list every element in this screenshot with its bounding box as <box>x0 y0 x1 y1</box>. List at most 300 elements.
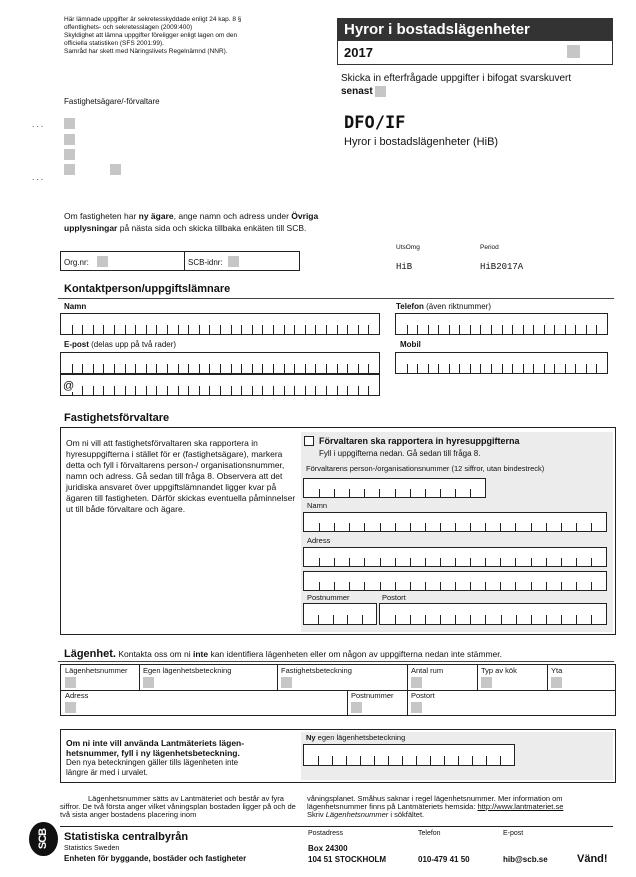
comb-tick <box>220 325 221 334</box>
comb-tick <box>407 325 408 334</box>
yta-value <box>551 677 562 688</box>
manager-checkbox[interactable] <box>304 436 314 446</box>
postort-value <box>411 702 422 713</box>
comb-tick <box>470 582 471 590</box>
adress-value <box>65 702 76 713</box>
comb-tick <box>515 558 516 566</box>
col-fastighetsbeteckning: Fastighetsbeteckning <box>281 666 352 675</box>
comb-tick <box>199 386 200 395</box>
col-postnummer: Postnummer <box>351 691 394 700</box>
comb-tick <box>349 582 350 590</box>
comb-tick <box>416 756 417 765</box>
manager-name-label: Namn <box>307 501 328 510</box>
survey-name: Hyror i bostadslägenheter (HiB) <box>344 136 499 148</box>
comb-tick <box>125 386 126 395</box>
comb-tick <box>178 386 179 395</box>
comb-tick <box>319 489 320 497</box>
manager-postort-input[interactable] <box>379 603 607 625</box>
comb-tick <box>576 523 577 531</box>
comb-tick <box>425 489 426 497</box>
comb-tick <box>82 325 83 334</box>
contact-email-input-2[interactable] <box>60 374 380 396</box>
col-antal-rum: Antal rum <box>411 666 444 675</box>
manager-address-input-1[interactable] <box>303 547 607 567</box>
comb-tick <box>241 364 242 373</box>
comb-tick <box>455 523 456 531</box>
comb-tick <box>575 364 576 373</box>
manager-name-input[interactable] <box>303 512 607 532</box>
comb-tick <box>533 364 534 373</box>
utsomg-value: HiB <box>396 262 413 272</box>
comb-tick <box>425 615 426 624</box>
comb-tick <box>262 364 263 373</box>
comb-tick <box>485 615 486 624</box>
comb-tick <box>347 386 348 395</box>
comb-tick <box>252 386 253 395</box>
comb-tick <box>515 582 516 590</box>
comb-tick <box>334 489 335 497</box>
ownership-note: Om fastigheten har ny ägare, ange namn och adress under Övriga upplysningar på nästa sida och skicka tillbaka enkäten till SCB. <box>64 211 319 233</box>
comb-tick <box>407 364 408 373</box>
ny-beteckning-input[interactable] <box>303 744 515 766</box>
comb-tick <box>188 325 189 334</box>
comb-tick <box>380 558 381 566</box>
manager-postort-label: Postort <box>382 593 406 602</box>
antal-rum-value <box>411 677 422 688</box>
comb-tick <box>135 325 136 334</box>
footer-rule <box>60 826 613 827</box>
comb-tick <box>500 756 501 765</box>
year-field[interactable] <box>567 45 580 58</box>
comb-tick <box>591 582 592 590</box>
apartment-header: Lägenhet. Kontakta oss om ni inte kan identifiera lägenheten eller om någon av uppgifterna nedan inte stämmer. <box>64 648 503 660</box>
comb-tick <box>546 523 547 531</box>
comb-tick <box>586 364 587 373</box>
comb-tick <box>591 523 592 531</box>
comb-tick <box>241 386 242 395</box>
scb-logo: SCB <box>29 822 58 856</box>
comb-tick <box>395 615 396 624</box>
comb-tick <box>417 364 418 373</box>
comb-tick <box>554 364 555 373</box>
comb-tick <box>319 523 320 531</box>
comb-tick <box>430 756 431 765</box>
comb-tick <box>561 582 562 590</box>
comb-tick <box>294 364 295 373</box>
apartment-table <box>60 664 616 716</box>
comb-tick <box>395 558 396 566</box>
contact-name-label: Namn <box>64 302 87 311</box>
col-postort: Postort <box>411 691 435 700</box>
comb-tick <box>146 364 147 373</box>
comb-tick <box>349 489 350 497</box>
comb-tick <box>516 615 517 624</box>
comb-tick <box>425 582 426 590</box>
comb-tick <box>380 523 381 531</box>
id-box: Org.nr: SCB-idnr: <box>60 251 300 271</box>
comb-tick <box>188 386 189 395</box>
comb-tick <box>470 489 471 497</box>
comb-tick <box>428 364 429 373</box>
comb-tick <box>231 364 232 373</box>
comb-tick <box>231 325 232 334</box>
apartment-line <box>58 661 614 662</box>
comb-tick <box>319 558 320 566</box>
comb-tick <box>114 386 115 395</box>
comb-tick <box>72 364 73 373</box>
comb-tick <box>438 325 439 334</box>
comb-tick <box>576 582 577 590</box>
comb-tick <box>500 523 501 531</box>
comb-tick <box>485 523 486 531</box>
comb-tick <box>93 325 94 334</box>
comb-tick <box>364 582 365 590</box>
comb-tick <box>199 364 200 373</box>
comb-tick <box>156 325 157 334</box>
comb-tick <box>273 325 274 334</box>
survey-code: DFO/IF <box>344 113 406 133</box>
orgnr-field <box>97 256 108 267</box>
comb-tick <box>358 325 359 334</box>
comb-tick <box>544 325 545 334</box>
comb-tick <box>576 615 577 624</box>
manager-postnr-input[interactable] <box>303 603 377 625</box>
comb-tick <box>491 364 492 373</box>
comb-tick <box>596 364 597 373</box>
comb-tick <box>334 558 335 566</box>
contact-name-input[interactable] <box>60 313 380 335</box>
owner-line-4b <box>110 164 121 175</box>
comb-tick <box>554 325 555 334</box>
comb-tick <box>167 325 168 334</box>
comb-tick <box>591 558 592 566</box>
utsomg-label: UtsOmg <box>396 244 420 251</box>
comb-tick <box>485 558 486 566</box>
footnote-right: våningsplanet. Småhus saknar i regel lägenhetsnummer. Mer information om lägenhetsnummer finns på Lantmäteriets hemsida: http://www.lantmateriet.se Skriv Lägenhetsnummer i sökfältet. <box>307 794 564 819</box>
scbidnr-field <box>228 256 239 267</box>
comb-tick <box>347 325 348 334</box>
comb-tick <box>349 523 350 531</box>
comb-tick <box>449 364 450 373</box>
comb-tick <box>472 756 473 765</box>
comb-tick <box>333 615 334 624</box>
comb-tick <box>262 325 263 334</box>
comb-tick <box>334 582 335 590</box>
footer-org: Statistiska centralbyrån <box>64 831 189 843</box>
manager-check-sub: Fyll i uppgifterna nedan. Gå sedan till fråga 8. <box>319 449 481 458</box>
comb-tick <box>188 364 189 373</box>
comb-tick <box>241 325 242 334</box>
comb-tick <box>209 364 210 373</box>
comb-tick <box>167 386 168 395</box>
manager-address-input-2[interactable] <box>303 571 607 591</box>
typ-av-kok-value <box>481 677 492 688</box>
comb-tick <box>82 364 83 373</box>
comb-tick <box>440 558 441 566</box>
comb-tick <box>455 489 456 497</box>
comb-tick <box>591 615 592 624</box>
comb-tick <box>455 558 456 566</box>
comb-tick <box>480 325 481 334</box>
lantmateriet-link[interactable]: http://www.lantmateriet.se <box>477 802 564 811</box>
comb-tick <box>470 364 471 373</box>
comb-tick <box>337 364 338 373</box>
comb-tick <box>82 386 83 395</box>
comb-tick <box>360 756 361 765</box>
owner-line-3 <box>64 149 75 160</box>
comb-tick <box>125 325 126 334</box>
comb-tick <box>425 558 426 566</box>
comb-tick <box>425 523 426 531</box>
comb-tick <box>346 756 347 765</box>
owner-label: Fastighetsägare/-förvaltare <box>64 97 160 106</box>
comb-tick <box>334 523 335 531</box>
comb-tick <box>220 386 221 395</box>
contact-phone-label: Telefon (även riktnummer) <box>396 302 491 311</box>
comb-tick <box>315 386 316 395</box>
comb-tick <box>531 582 532 590</box>
comb-tick <box>395 523 396 531</box>
comb-tick <box>546 615 547 624</box>
col-adress: Adress <box>65 691 89 700</box>
comb-tick <box>347 615 348 624</box>
comb-tick <box>458 756 459 765</box>
footer-org-en: Statistics Sweden <box>64 845 120 852</box>
comb-tick <box>284 325 285 334</box>
turn-page: Vänd! <box>577 853 608 865</box>
comb-tick <box>565 325 566 334</box>
comb-tick <box>440 582 441 590</box>
comb-tick <box>209 386 210 395</box>
comb-tick <box>167 364 168 373</box>
deadline: Skicka in efterfrågade uppgifter i bifogat svarskuvert senast <box>341 73 572 97</box>
comb-tick <box>440 615 441 624</box>
comb-tick <box>440 489 441 497</box>
comb-tick <box>491 325 492 334</box>
comb-tick <box>262 386 263 395</box>
comb-tick <box>502 364 503 373</box>
comb-tick <box>512 325 513 334</box>
comb-tick <box>428 325 429 334</box>
comb-tick <box>586 325 587 334</box>
comb-tick <box>575 325 576 334</box>
contact-title: Kontaktperson/uppgiftslämnare <box>64 283 231 295</box>
col-lgh-nummer: Lägenhetsnummer <box>65 666 128 675</box>
comb-tick <box>326 364 327 373</box>
comb-tick <box>178 364 179 373</box>
comb-tick <box>410 582 411 590</box>
comb-tick <box>576 558 577 566</box>
form-year: 2017 <box>344 45 373 60</box>
comb-tick <box>364 523 365 531</box>
egen-beteckning-value <box>143 677 154 688</box>
comb-tick <box>231 386 232 395</box>
comb-tick <box>449 325 450 334</box>
comb-tick <box>368 386 369 395</box>
comb-tick <box>533 325 534 334</box>
lantmateriet-text: Om ni inte vill använda Lantmäteriets lägen- hetsnummer, fyll i ny lägenhetsbeteckning. Den nya beteckningen gäller tills lägenheten inte längre är med i urvalet. <box>66 738 245 777</box>
comb-tick <box>273 386 274 395</box>
owner-dots-1: . . . <box>32 120 44 129</box>
comb-tick <box>470 558 471 566</box>
comb-tick <box>178 325 179 334</box>
comb-tick <box>362 615 363 624</box>
comb-tick <box>417 325 418 334</box>
comb-tick <box>500 582 501 590</box>
comb-tick <box>523 325 524 334</box>
contact-top-line <box>58 298 614 299</box>
comb-tick <box>470 325 471 334</box>
footnote-left: Lägenhetsnummer sätts av Lantmäteriet och består av fyra siffror. De två första anger vilket våningsplan bostaden ligger på och de två sista anger bostadens placering inom <box>60 795 296 819</box>
comb-tick <box>444 756 445 765</box>
manager-text: Om ni vill att fastighetsförvaltaren ska rapportera in hyresuppgifterna i stället för er (fastighetsägare), markera detta och fyll i förvaltarens person-/ organisationsnummer, namn och adress. Gå sedan till fråga 8. Observera att det juridiska ansvaret över uppgiftslämnandet ligger kvar på ägaren till fastigheten. Därför skickas eventuella påminnelser ut till både förvaltare och ägare. <box>66 438 296 514</box>
comb-tick <box>319 582 320 590</box>
comb-tick <box>326 386 327 395</box>
comb-tick <box>284 364 285 373</box>
comb-tick <box>364 489 365 497</box>
manager-title: Fastighetsförvaltare <box>64 412 170 424</box>
comb-tick <box>410 558 411 566</box>
comb-tick <box>114 325 115 334</box>
comb-tick <box>146 386 147 395</box>
footer-tel: 010-479 41 50 <box>418 855 470 864</box>
comb-tick <box>438 364 439 373</box>
comb-tick <box>318 615 319 624</box>
footer-tel-label: Telefon <box>418 830 441 837</box>
fastighetsbeteckning-value <box>281 677 292 688</box>
title-box <box>337 18 613 65</box>
comb-tick <box>146 325 147 334</box>
comb-tick <box>470 615 471 624</box>
col-typ-av-kok: Typ av kök <box>481 666 517 675</box>
comb-tick <box>318 756 319 765</box>
comb-tick <box>395 582 396 590</box>
comb-tick <box>305 325 306 334</box>
form-title: Hyror i bostadslägenheter <box>338 19 612 41</box>
manager-orgnr-input[interactable] <box>303 478 486 498</box>
owner-line-4 <box>64 164 75 175</box>
comb-tick <box>199 325 200 334</box>
comb-tick <box>561 558 562 566</box>
comb-tick <box>332 756 333 765</box>
comb-tick <box>114 364 115 373</box>
comb-tick <box>305 386 306 395</box>
footer-addr-label: Postadress <box>308 830 344 837</box>
comb-tick <box>368 325 369 334</box>
comb-tick <box>395 489 396 497</box>
owner-line-2 <box>64 134 75 145</box>
contact-mobile-input[interactable] <box>395 352 608 374</box>
postnummer-value <box>351 702 362 713</box>
comb-tick <box>410 489 411 497</box>
comb-tick <box>209 325 210 334</box>
comb-tick <box>486 756 487 765</box>
comb-tick <box>294 325 295 334</box>
comb-tick <box>337 325 338 334</box>
comb-tick <box>485 582 486 590</box>
comb-tick <box>561 523 562 531</box>
comb-tick <box>326 325 327 334</box>
comb-tick <box>368 364 369 373</box>
comb-tick <box>220 364 221 373</box>
comb-tick <box>72 325 73 334</box>
comb-tick <box>565 364 566 373</box>
comb-tick <box>125 364 126 373</box>
manager-orgnr-label: Förvaltarens person-/organisationsnummer (12 siffror, utan bindestreck) <box>306 464 545 473</box>
comb-tick <box>156 364 157 373</box>
comb-tick <box>531 558 532 566</box>
comb-tick <box>546 582 547 590</box>
comb-tick <box>561 615 562 624</box>
owner-line-1 <box>64 118 75 129</box>
comb-tick <box>546 558 547 566</box>
comb-tick <box>455 582 456 590</box>
comb-tick <box>337 386 338 395</box>
contact-phone-input[interactable] <box>395 313 608 335</box>
comb-tick <box>103 386 104 395</box>
comb-tick <box>531 615 532 624</box>
comb-tick <box>531 523 532 531</box>
comb-tick <box>315 364 316 373</box>
lgh-nummer-value <box>65 677 76 688</box>
comb-tick <box>402 756 403 765</box>
comb-tick <box>459 325 460 334</box>
footer-addr1: Box 24300 <box>308 844 348 853</box>
contact-mobile-label: Mobil <box>400 340 421 349</box>
ny-beteckning-label: Ny egen lägenhetsbeteckning <box>306 733 406 742</box>
comb-tick <box>470 523 471 531</box>
contact-email-label: E-post (delas upp på två rader) <box>64 340 177 349</box>
comb-tick <box>103 364 104 373</box>
comb-tick <box>515 523 516 531</box>
comb-tick <box>374 756 375 765</box>
comb-tick <box>294 386 295 395</box>
comb-tick <box>379 489 380 497</box>
col-egen-beteckning: Egen lägenhetsbeteckning <box>143 666 232 675</box>
manager-address-label: Adress <box>307 536 331 545</box>
manager-form <box>301 432 613 632</box>
col-yta: Yta <box>551 666 563 675</box>
comb-tick <box>284 386 285 395</box>
comb-tick <box>459 364 460 373</box>
comb-tick <box>135 386 136 395</box>
comb-tick <box>455 615 456 624</box>
period-label: Period <box>480 244 499 251</box>
comb-tick <box>347 364 348 373</box>
manager-check-label: Förvaltaren ska rapportera in hyresuppgifterna <box>319 436 520 446</box>
legal-notice: Här lämnade uppgifter är sekretesskyddade enligt 24 kap. 8 § offentlighets- och sekretesslagen (2009:400) Skyldighet att lämna uppgifter föreligger enligt lagen om den officiella statistiken (SFS 2001:99). Samråd har skett med Näringslivets Regelnämnd (NNR). <box>64 16 242 55</box>
owner-dots-2: . . . <box>32 173 44 182</box>
period-value: HiB2017A <box>480 262 524 272</box>
comb-tick <box>93 364 94 373</box>
footer-addr2: 104 51 STOCKHOLM <box>308 855 387 864</box>
footer-unit: Enheten för byggande, bostäder och fastigheter <box>64 854 247 863</box>
comb-tick <box>364 558 365 566</box>
comb-tick <box>512 364 513 373</box>
at-sign: @ <box>63 380 75 392</box>
comb-tick <box>501 615 502 624</box>
comb-tick <box>358 364 359 373</box>
comb-tick <box>273 364 274 373</box>
comb-tick <box>410 523 411 531</box>
comb-tick <box>305 364 306 373</box>
comb-tick <box>480 364 481 373</box>
comb-tick <box>500 558 501 566</box>
contact-email-input-1[interactable] <box>60 352 380 374</box>
manager-postnr-label: Postnummer <box>307 593 350 602</box>
comb-tick <box>502 325 503 334</box>
footer-mail-label: E-post <box>503 830 524 837</box>
